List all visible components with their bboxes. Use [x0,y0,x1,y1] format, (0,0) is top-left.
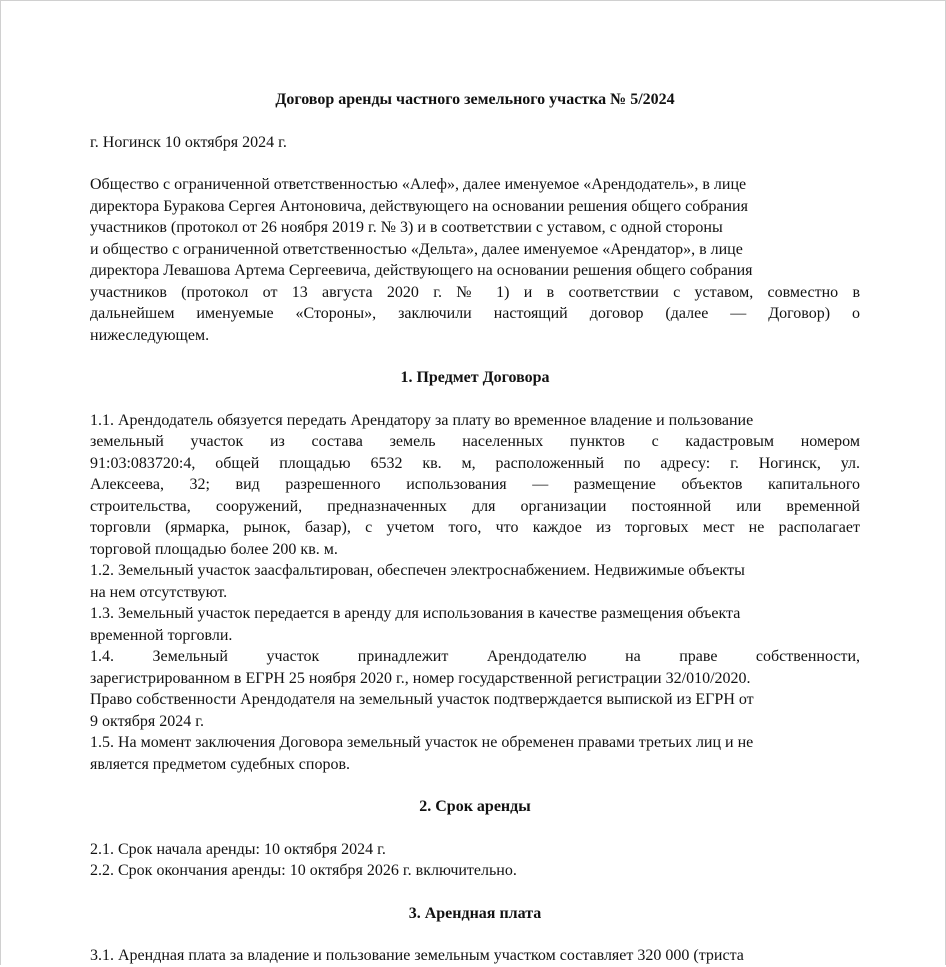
clause-1-2 [90,560,860,603]
clause-line: 2.2. Срок окончания аренды: 10 октября 2026 г. включительно. [90,862,517,879]
section-body-1 [90,410,860,776]
clause-line: 1.2. Земельный участок заасфальтирован, обеспечен электроснабжением. Недвижимые объекты [90,562,745,579]
clause-line: Право собственности Арендодателя на земельный участок подтверждается выпиской из ЕГРН от [90,691,754,708]
clause-1-3 [90,603,860,646]
section-body-2 [90,839,860,882]
preamble-line: директора Буракова Сергея Антоновича, действующего на основании решения общего собрания [90,197,748,215]
section-heading-1: 1. Предмет Договора [400,369,550,386]
preamble-line: дальнейшем именуемые «Стороны», заключили настоящий договор (далее — Договор) о [90,305,860,322]
preamble-line: участников (протокол от 26 ноября 2019 г. № 3) и в соответствии с уставом, с одной стороны [90,219,723,236]
clause-line: 2.1. Срок начала аренды: 10 октября 2024 г. [90,840,386,858]
preamble-line: Общество с ограниченной ответственностью «Алеф», далее именуемое «Арендодатель», в лице [90,176,747,193]
section-heading-3: 3. Арендная плата [408,904,542,922]
preamble-line: участников (протокол от 13 августа 2020 г. № 1) и в соответствии с уставом, совместно в [90,283,860,301]
clause-line: строительства, сооружений, предназначенных для организации постоянной или временной [90,497,860,515]
clause-1-1 [90,410,860,561]
place-date: г. Ногинск 10 октября 2024 г. [90,133,287,151]
document-page [90,87,860,967]
clause-2-1 [90,839,860,861]
clause-line: Алексеева, 32; вид разрешенного использования — размещение объектов капитального [90,476,860,493]
clause-line: земельный участок из состава земель населенных пунктов с кадастровым номером [90,433,860,450]
preamble-line: и общество с ограниченной ответственностью «Дельта», далее именуемое «Арендатор», в лице [90,240,743,258]
preamble-line: директора Левашова Артема Сергеевича, действующего на основании решения общего собрания [90,262,753,279]
clause-line: 9 октября 2024 г. [90,712,204,730]
clause-line: временной торговли. [90,626,233,644]
clause-line: зарегистрированном в ЕГРН 25 ноября 2020 г., номер государственной регистрации 32/010/2020. [90,669,751,687]
clause-line: 1.5. На момент заключения Договора земельный участок не обременен правами третьих лиц и не [90,734,754,751]
document-title: Договор аренды частного земельного участка № 5/2024 [275,91,675,108]
preamble [90,174,860,346]
clause-line: является предметом судебных споров. [90,755,351,773]
section-body-3 [90,945,860,967]
clause-line: торговли (ярмарка, рынок, базар), с учетом того, что каждое из торговых мест не располагает [90,519,860,536]
clause-2-2 [90,860,860,882]
preamble-line: нижеследующем. [90,326,210,344]
clause-1-5 [90,732,860,775]
clause-line: торговой площадью более 200 кв. м. [90,540,338,558]
clause-line: 1.1. Арендодатель обязуется передать Арендатору за плату во временное владение и пользование [90,411,754,429]
clause-line: 91:03:083720:4, общей площадью 6532 кв. м, расположенный по адресу: г. Ногинск, ул. [90,454,860,472]
clause-line: на нем отсутствуют. [90,583,228,601]
clause-line: 1.4. Земельный участок принадлежит Арендодателю на праве собственности, [90,648,860,665]
clause-1-4 [90,646,860,732]
section-heading-2: 2. Срок аренды [419,798,531,815]
clause-line: 3.1. Арендная плата за владение и пользование земельным участком составляет 320 000 (триста [90,947,744,964]
clause-line: 1.3. Земельный участок передается в аренду для использования в качестве размещения объекта [90,605,741,622]
clause-3-1 [90,945,860,967]
